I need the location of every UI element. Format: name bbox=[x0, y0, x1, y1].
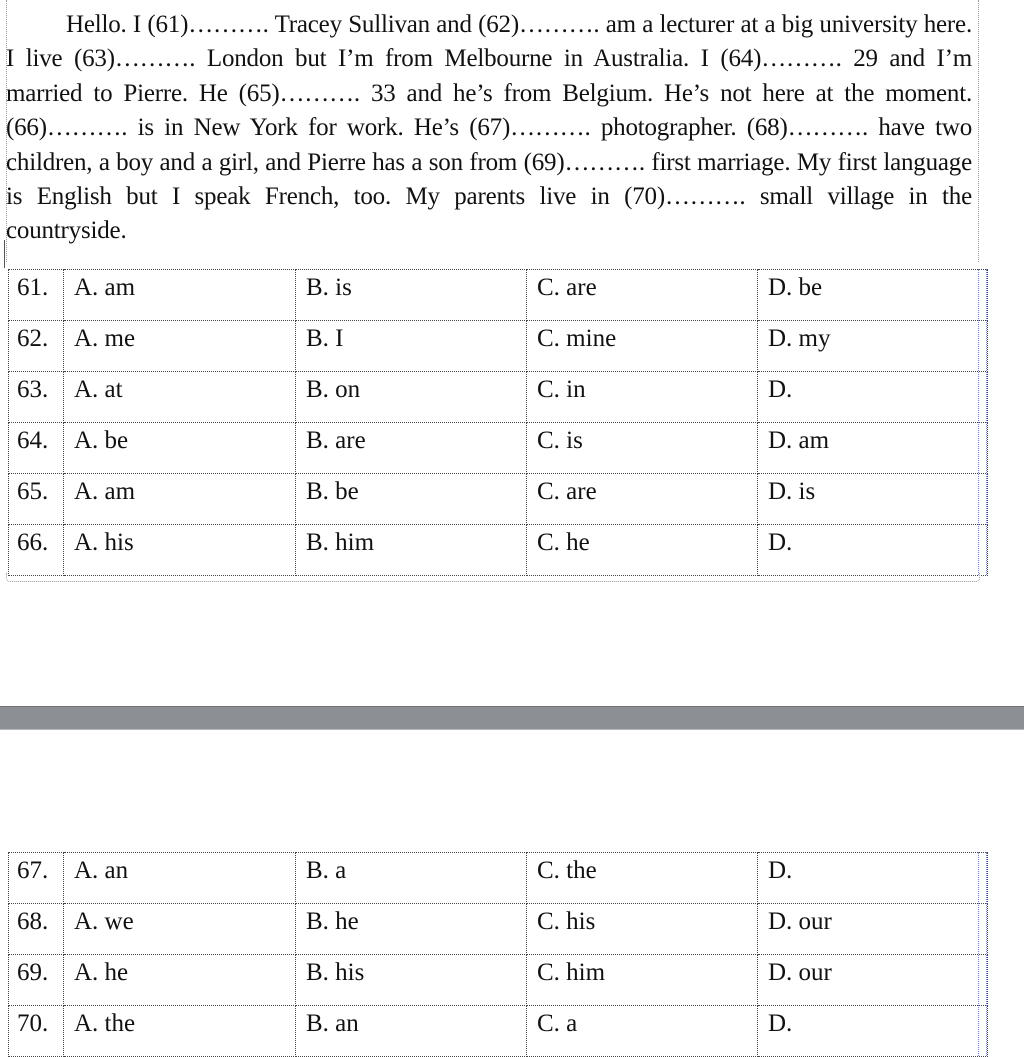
table-row bbox=[9, 955, 988, 1006]
option-c[interactable]: C. mine bbox=[527, 321, 758, 372]
question-number[interactable]: 66. bbox=[9, 525, 64, 576]
question-number[interactable]: 62. bbox=[9, 321, 64, 372]
option-b[interactable]: B. is bbox=[296, 270, 527, 321]
question-number[interactable]: 63. bbox=[9, 372, 64, 423]
option-c[interactable]: C. the bbox=[527, 853, 758, 904]
table-end-marker bbox=[6, 573, 980, 582]
option-d[interactable]: D. ⃠ bbox=[758, 372, 988, 423]
option-b[interactable]: B. he bbox=[296, 904, 527, 955]
option-d[interactable]: D. is bbox=[758, 474, 988, 525]
option-d[interactable]: D. my bbox=[758, 321, 988, 372]
option-a[interactable]: A. am bbox=[64, 270, 296, 321]
option-d[interactable]: D. our bbox=[758, 955, 988, 1006]
table-row bbox=[9, 474, 988, 525]
table-row bbox=[9, 321, 988, 372]
question-number[interactable]: 69. bbox=[9, 955, 64, 1006]
answer-table-page-2[interactable] bbox=[8, 852, 988, 1057]
question-number[interactable]: 65. bbox=[9, 474, 64, 525]
option-d[interactable]: D. am bbox=[758, 423, 988, 474]
question-number[interactable]: 70. bbox=[9, 1006, 64, 1057]
option-c[interactable]: C. his bbox=[527, 904, 758, 955]
table-border-guide bbox=[978, 269, 979, 575]
table-row bbox=[9, 904, 988, 955]
option-a[interactable]: A. me bbox=[64, 321, 296, 372]
option-d[interactable]: D. our bbox=[758, 904, 988, 955]
table-row bbox=[9, 270, 988, 321]
table-row bbox=[9, 853, 988, 904]
question-number[interactable]: 64. bbox=[9, 423, 64, 474]
option-c[interactable]: C. him bbox=[527, 955, 758, 1006]
text-boundary-right bbox=[978, 0, 979, 262]
option-a[interactable]: A. he bbox=[64, 955, 296, 1006]
table-row bbox=[9, 1006, 988, 1057]
option-d[interactable]: D. be bbox=[758, 270, 988, 321]
option-b[interactable]: B. him bbox=[296, 525, 527, 576]
option-d[interactable]: D. ⃠ bbox=[758, 853, 988, 904]
option-a[interactable]: A. am bbox=[64, 474, 296, 525]
option-c[interactable]: C. is bbox=[527, 423, 758, 474]
option-c[interactable]: C. a bbox=[527, 1006, 758, 1057]
answer-table-page-1[interactable] bbox=[8, 269, 988, 576]
option-a[interactable]: A. an bbox=[64, 853, 296, 904]
table-border-guide bbox=[986, 269, 987, 575]
option-c[interactable]: C. are bbox=[527, 474, 758, 525]
option-b[interactable]: B. an bbox=[296, 1006, 527, 1057]
option-d[interactable]: D. ⃠ bbox=[758, 1006, 988, 1057]
question-number[interactable]: 61. bbox=[9, 270, 64, 321]
option-b[interactable]: B. a bbox=[296, 853, 527, 904]
option-b[interactable]: B. his bbox=[296, 955, 527, 1006]
question-number[interactable]: 67. bbox=[9, 853, 64, 904]
table-border-guide bbox=[978, 852, 979, 1056]
option-b[interactable]: B. be bbox=[296, 474, 527, 525]
option-c[interactable]: C. in bbox=[527, 372, 758, 423]
option-b[interactable]: B. on bbox=[296, 372, 527, 423]
option-a[interactable]: A. be bbox=[64, 423, 296, 474]
question-number[interactable]: 68. bbox=[9, 904, 64, 955]
table-border-guide bbox=[986, 852, 987, 1056]
table-row bbox=[9, 423, 988, 474]
option-b[interactable]: B. are bbox=[296, 423, 527, 474]
page-break-gap bbox=[0, 706, 1024, 730]
option-b[interactable]: B. I bbox=[296, 321, 527, 372]
option-a[interactable]: A. the bbox=[64, 1006, 296, 1057]
option-d[interactable]: D. ⃠ bbox=[758, 525, 988, 576]
reading-passage[interactable]: Hello. I (61)………. Tracey Sullivan and (62)………. am a lecturer at a big university here. I live (63)………. London but I’m from Melbourne in Australia. I (64)………. 29 and I’m married to Pierre. He (65)………. 33 and he’s from Belgium. He’s not here at the moment. (66)………. is in New York for work. He’s (67)………. photographer. (68)………. have two children, a boy and a girl, and Pierre has a son from (69)………. first marriage. My first language is English but I speak French, too. My parents live in (70)………. small village in the countryside. bbox=[6, 11, 972, 245]
option-c[interactable]: C. he bbox=[527, 525, 758, 576]
table-row bbox=[9, 372, 988, 423]
table-row bbox=[9, 525, 988, 576]
option-a[interactable]: A. at bbox=[64, 372, 296, 423]
option-a[interactable]: A. we bbox=[64, 904, 296, 955]
text-cursor bbox=[4, 240, 5, 268]
option-a[interactable]: A. his bbox=[64, 525, 296, 576]
option-c[interactable]: C. are bbox=[527, 270, 758, 321]
